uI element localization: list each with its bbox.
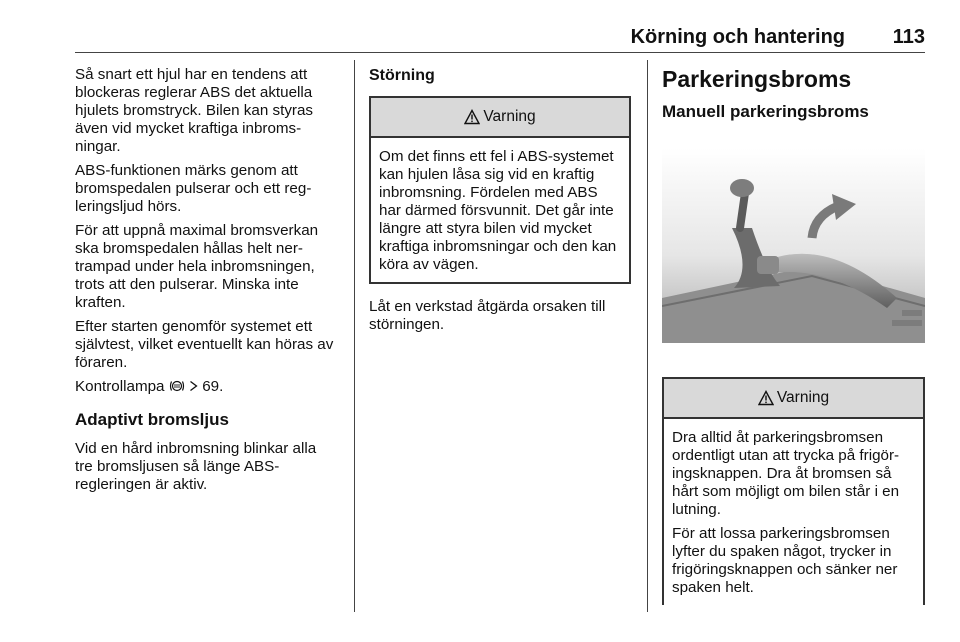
column-divider [354,60,355,612]
section-heading: Störning [369,67,435,84]
warning-label: Varning [776,389,830,406]
warning-text: Dra alltid åt parkeringsbromsen ordentligt utan att trycka på frigöringsknappen. Dra åt bromsen så hårt som möjligt om bilen står i en lutning. [672,429,900,518]
abs-lamp-icon [169,379,185,393]
page-reference: 69. [202,378,224,395]
page-ref-arrow-icon [189,380,198,392]
subsection-heading: Manuell parkeringsbroms [662,102,869,121]
column-middle [369,66,631,340]
section-heading: Adaptivt bromsljus [75,410,229,429]
paragraph: Vid en hård inbromsning blinkar alla tre bromsljusen så länge ABS-regleringen är aktiv. [75,440,317,493]
column-left [75,66,337,500]
running-title: Körning och hantering [630,26,845,48]
warning-box [662,377,925,605]
warning-label: Varning [483,108,536,125]
chapter-heading: Parkeringsbroms [662,66,852,92]
warning-box [369,96,631,284]
warning-header [664,379,923,419]
control-lamp-line [75,378,337,396]
paragraph: Låt en verkstad åtgärda orsaken till störningen. [369,298,606,333]
column-right [662,66,925,605]
paragraph: Så snart ett hjul har en tendens att blockeras reglerar ABS det aktuella hjulets bromstryck. Bilen kan styras även vid mycket kraftiga inbromsningar. [75,66,314,155]
page-header [75,26,925,50]
parking-brake-illustration [662,148,925,358]
paragraph: För att uppnå maximal bromsverkan ska bromspedalen hållas helt nertrampad under hela inbromsningen, trots att den pulserar. Minska inte kraften. [75,222,319,311]
warning-header [371,98,629,138]
page-number: 113 [892,26,925,48]
paragraph: Efter starten genomför systemet ett självtest, vilket eventuellt kan höras av föraren. [75,318,334,371]
control-lamp-label: Kontrollampa [75,378,165,395]
warning-text: För att lossa parkeringsbromsen lyfter du spaken något, trycker in frigöringsknappen och sänker ner spaken helt. [672,525,898,596]
warning-body [371,138,629,282]
warning-triangle-icon [758,390,774,406]
warning-text: Om det finns ett fel i ABS-systemet kan hjulen låsa sig vid en kraftig inbromsning. Fördelen med ABS har därmed försvunnit. Det går inte längre att styra bilen vid mycket kraftiga inbromsningar och den kan köra av vägen. [379,148,617,273]
column-divider [647,60,648,612]
warning-triangle-icon [464,109,480,125]
warning-body [664,419,923,605]
paragraph: ABS-funktionen märks genom att bromspedalen pulserar och ett regleringsljud hörs. [75,162,312,215]
header-rule [75,52,925,53]
